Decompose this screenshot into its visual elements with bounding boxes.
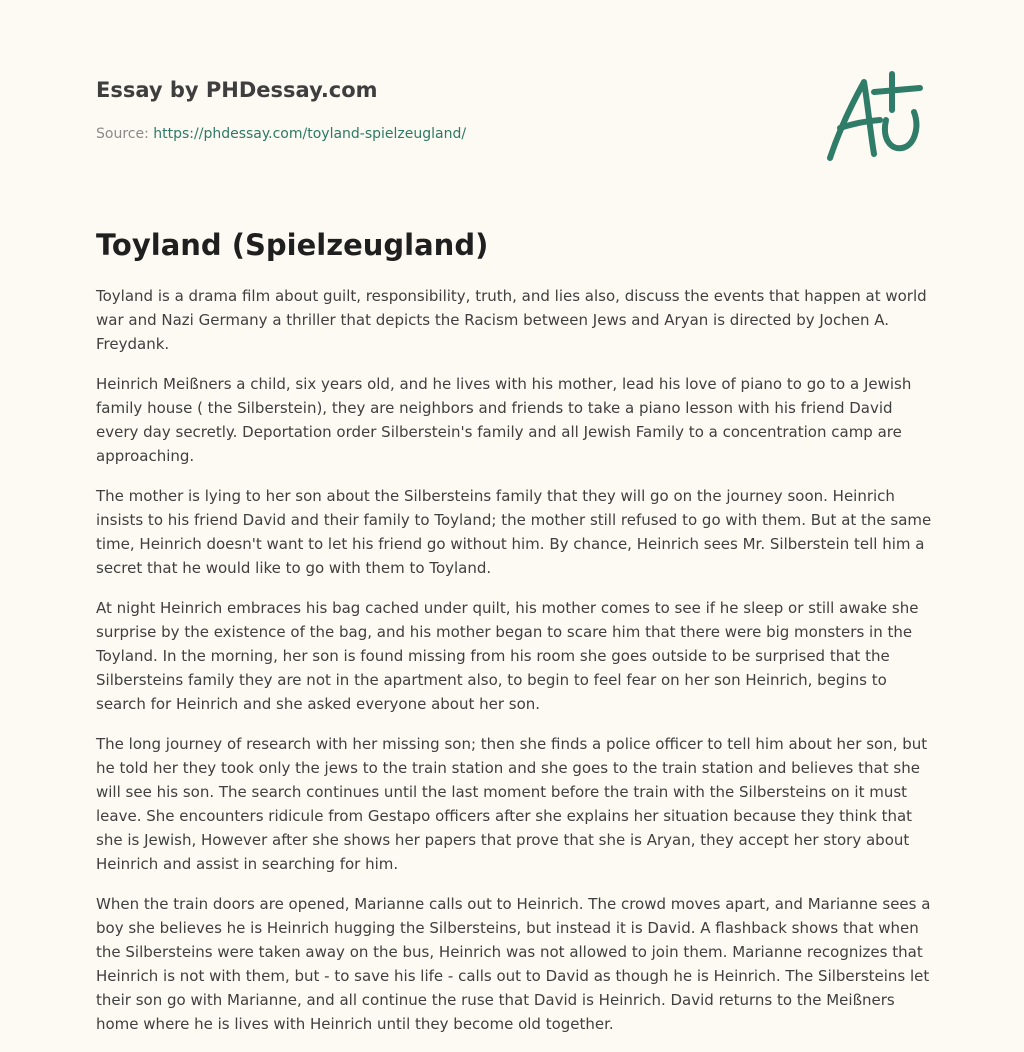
page-header	[96, 72, 796, 144]
article-paragraph: When the train doors are opened, Marianne calls out to Heinrich. The crowd moves apart, and Marianne sees a boy she believes he is Heinrich hugging the Silbersteins, but instead it is David. A flashback shows that when the Silbersteins were taken away on the bus, Heinrich was not allowed to join them. Marianne recognizes that Heinrich is not with them, but - to save his life - calls out to David as though he is Heinrich. The Silbersteins let their son go with Marianne, and all continue the ruse that David is Heinrich. David returns to the Meißners home where he is lives with Heinrich until they become old together.	[96, 895, 931, 1033]
article-paragraph: The mother is lying to her son about the Silbersteins family that they will go on the journey soon. Heinrich insists to his friend David and their family to Toyland; the mother still refused to go with them. But at the same time, Heinrich doesn't want to let his friend go without him. By chance, Heinrich sees Mr. Silberstein tell him a secret that he would like to go with them to Toyland.	[96, 487, 932, 577]
source-line	[96, 124, 796, 144]
article-paragraph: At night Heinrich embraces his bag cached under quilt, his mother comes to see if he sleep or still awake she surprise by the existence of the bag, and his mother began to scare him that there were big monsters in the Toyland. In the morning, her son is found missing from his room she goes outside to be surprised that the Silbersteins family they are not in the apartment also, to begin to feel fear on her son Heinrich, begins to search for Heinrich and she asked everyone about her son.	[96, 599, 919, 713]
site-brand: Essay by PHDessay.com	[96, 78, 378, 102]
article-title: Toyland (Spielzeugland)	[96, 228, 489, 262]
article-body	[96, 284, 934, 1052]
a-plus-grade-icon	[820, 66, 930, 166]
source-label: Source:	[96, 126, 154, 142]
article-paragraph: Toyland is a drama film about guilt, responsibility, truth, and lies also, discuss the events that happen at world war and Nazi Germany a thriller that depicts the Racism between Jews and Aryan is directed by Jochen A. Freydank.	[96, 287, 927, 353]
source-link[interactable]: https://phdessay.com/toyland-spielzeugland/	[153, 126, 467, 142]
article-paragraph: Heinrich Meißners a child, six years old, and he lives with his mother, lead his love of piano to go to a Jewish family house ( the Silberstein), they are neighbors and friends to take a piano lesson with his friend David every day secretly. Deportation order Silberstein's family and all Jewish Family to a concentration camp are approaching.	[96, 375, 912, 465]
article-paragraph: The long journey of research with her missing son; then she finds a police officer to tell him about her son, but he told her they took only the jews to the train station and she goes to the train station and believes that she will see his son. The search continues until the last moment before the train with the Silbersteins on it must leave. She encounters ridicule from Gestapo officers after she explains her situation because they think that she is Jewish, However after she shows her papers that prove that she is Aryan, they accept her story about Heinrich and assist in searching for him.	[96, 735, 928, 873]
